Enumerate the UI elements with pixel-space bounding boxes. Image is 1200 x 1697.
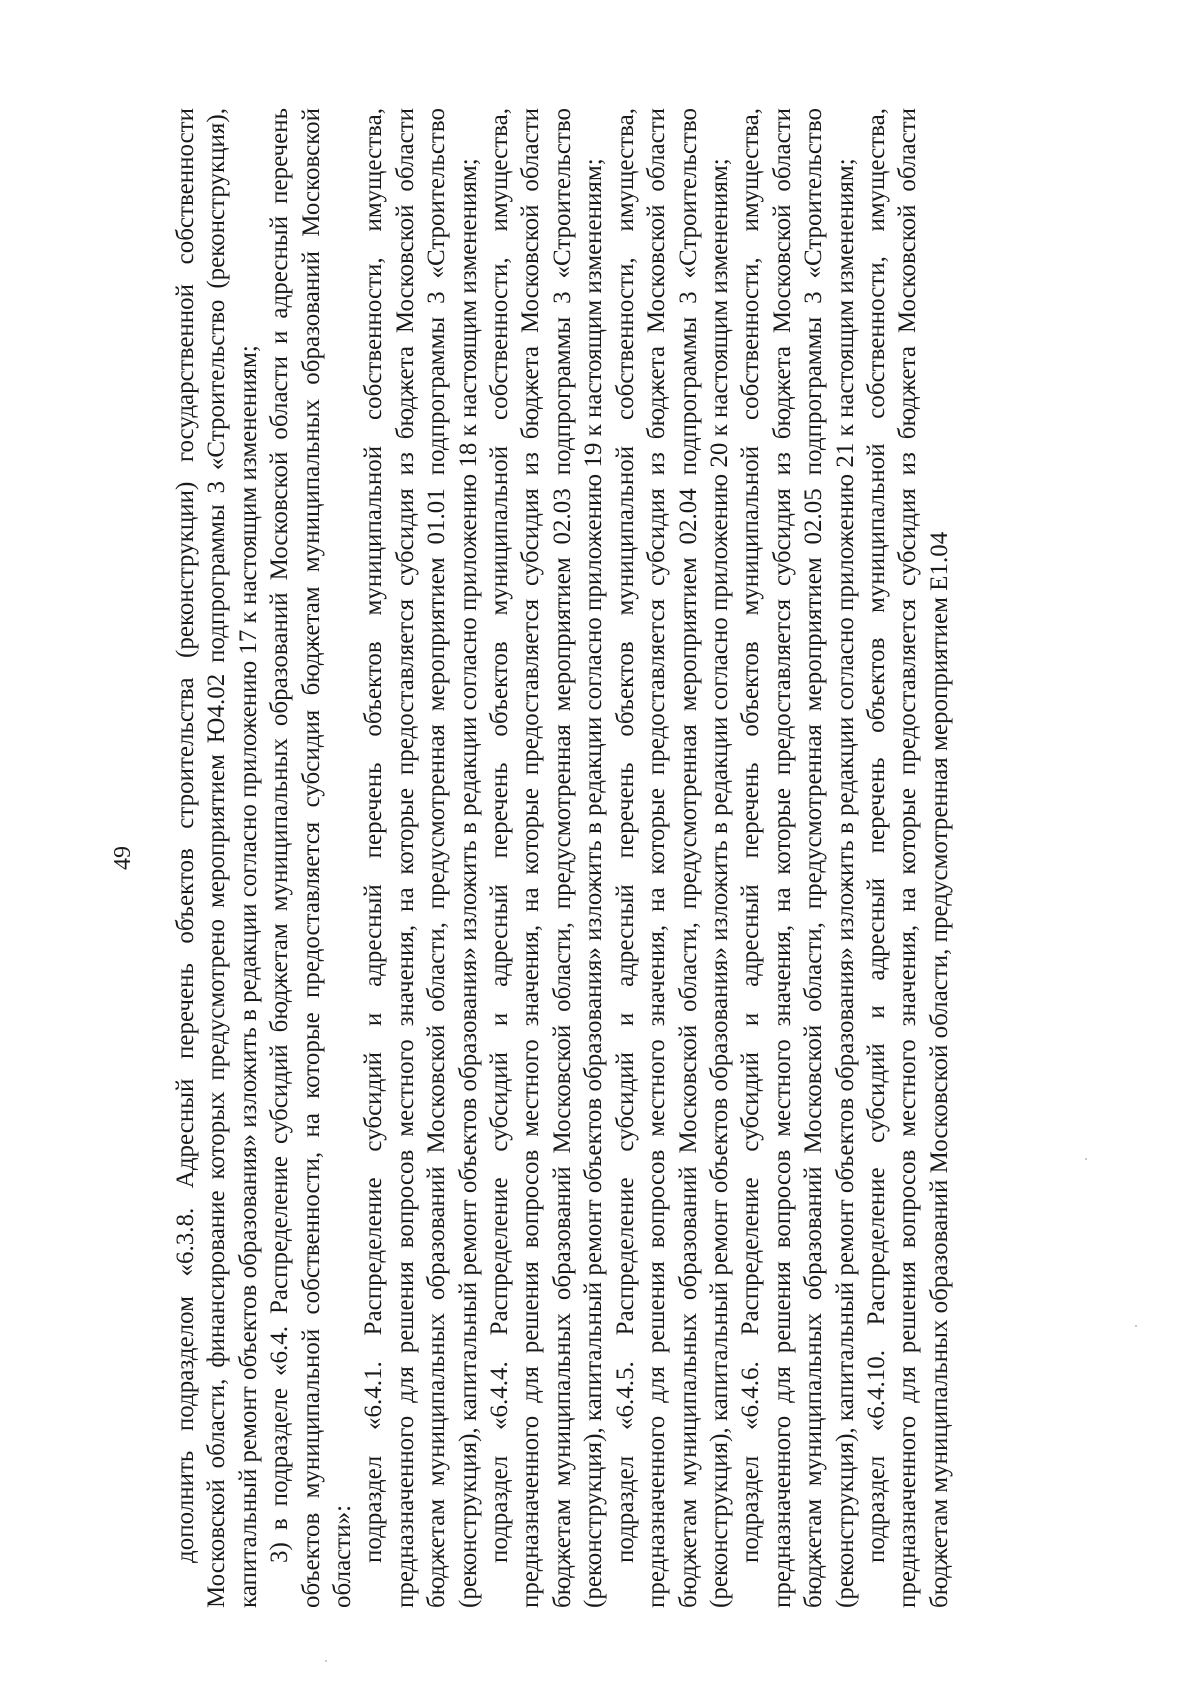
paragraph: подраздел «6.4.5. Распределение субсидий и адресный перечень объектов муниципальной собственности, имущества, предназначенного для решения вопросов местного значения, на которые предоставляется субсидия из бюджета Московской области бюджетам муниципальных образований Московской области, предусмотренная мероприятием 02.04 подпрограммы 3 «Строительство (реконструкция), капитальный ремонт объектов образования» изложить в редакции согласно приложению 20 к настоящим изменениям; [611, 108, 733, 1608]
scan-speck [1135, 1325, 1137, 1327]
paragraph: подраздел «6.4.10. Распределение субсидий и адресный перечень объектов муниципальной собственности, имущества, предназначенного для решения вопросов местного значения, на которые предоставляется субсидия из бюджета Московской области бюджетам муниципальных образований Московской области, предусмотренная мероприятием Е1.04 [862, 108, 953, 1608]
scan-speck [1085, 1158, 1087, 1160]
scan-speck [325, 1660, 327, 1662]
paragraph: дополнить подразделом «6.3.8. Адресный перечень объектов строительства (реконструкции) государственной собственности Московской области, финансирование которых предусмотрено мероприятием Ю4.02 подпрограммы 3 «Строительство (реконструкция), капитальный ремонт объектов образования» изложить в редакции согласно приложению 17 к настоящим изменениям; [172, 108, 262, 1608]
paragraph: подраздел «6.4.1. Распределение субсидий и адресный перечень объектов муниципальной собственности, имущества, предназначенного для решения вопросов местного значения, на которые предоставляется субсидия из бюджета Московской области бюджетам муниципальных образований Московской области, предусмотренная мероприятием 01.01 подпрограммы 3 «Строительство (реконструкция), капитальный ремонт объектов образования» изложить в редакции согласно приложению 18 к настоящим изменениям; [360, 108, 482, 1608]
paragraph: 3) в подразделе «6.4. Распределение субсидий бюджетам муниципальных образований Московской области и адресный перечень объектов муниципальной собственности, на которые предоставляется субсидия бюджетам муниципальных образований Московской области»: [266, 108, 357, 1608]
page-number: 49 [110, 846, 136, 870]
document-body [170, 108, 955, 1608]
paragraph: подраздел «6.4.6. Распределение субсидий и адресный перечень объектов муниципальной собственности, имущества, предназначенного для решения вопросов местного значения, на которые предоставляется субсидия из бюджета Московской области бюджетам муниципальных образований Московской области, предусмотренная мероприятием 02.05 подпрограммы 3 «Строительство (реконструкция), капитальный ремонт объектов образования» изложить в редакции согласно приложению 21 к настоящим изменениям; [737, 108, 859, 1608]
paragraph: подраздел «6.4.4. Распределение субсидий и адресный перечень объектов муниципальной собственности, имущества, предназначенного для решения вопросов местного значения, на которые предоставляется субсидия из бюджета Московской области бюджетам муниципальных образований Московской области, предусмотренная мероприятием 02.03 подпрограммы 3 «Строительство (реконструкция), капитальный ремонт объектов образования» изложить в редакции согласно приложению 19 к настоящим изменениям; [486, 108, 608, 1608]
rotated-text-frame [110, 108, 1030, 1608]
